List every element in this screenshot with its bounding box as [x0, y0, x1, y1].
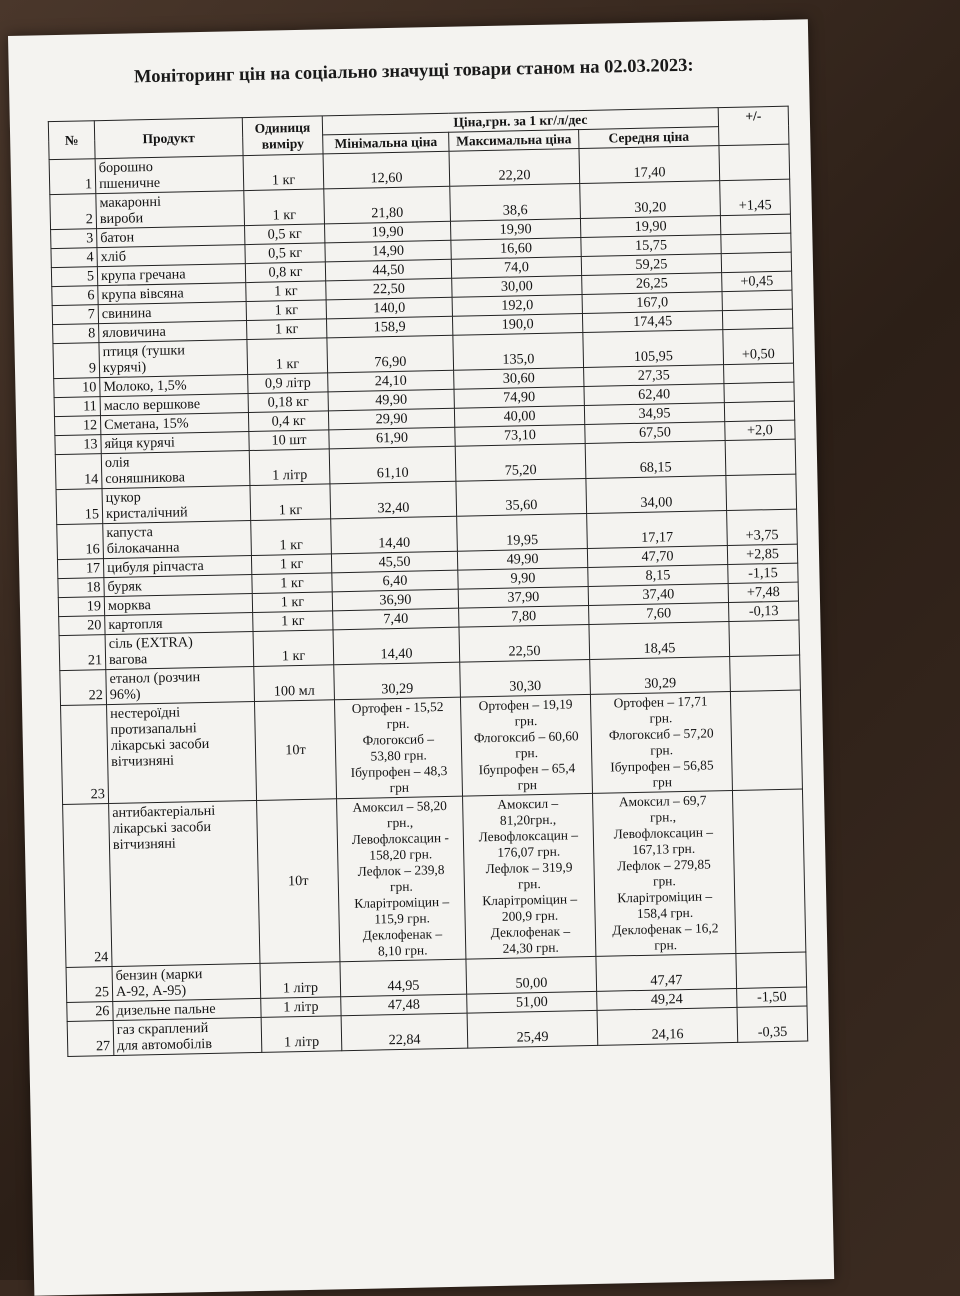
row-diff — [724, 363, 794, 383]
row-max-price: 73,10 — [455, 425, 585, 447]
row-avg-price: 26,25 — [582, 273, 722, 295]
row-unit: 1 кг — [247, 338, 328, 375]
row-diff — [724, 401, 794, 421]
row-min-price: 7,40 — [333, 608, 459, 630]
row-diff — [729, 620, 800, 656]
row-product: борошно пшеничне — [95, 156, 244, 194]
row-avg-price: 30,20 — [580, 181, 721, 219]
row-min-price: 44,95 — [340, 959, 467, 997]
row-avg-price: 19,90 — [580, 216, 720, 238]
row-max-price: 22,50 — [459, 624, 590, 662]
row-avg-price: 67,50 — [585, 422, 725, 444]
header-product: Продукт — [94, 118, 243, 159]
row-unit: 10 шт — [249, 430, 329, 451]
row-diff — [722, 309, 792, 329]
row-unit: 1 кг — [253, 630, 334, 667]
row-min-price: 21,80 — [324, 186, 451, 224]
row-min-price: 14,40 — [331, 516, 458, 554]
row-max-price: 49,90 — [457, 548, 587, 570]
row-product: Молоко, 1,5% — [100, 375, 248, 397]
row-number: 16 — [57, 524, 104, 560]
row-unit: 1 кг — [251, 554, 331, 575]
row-diff — [720, 214, 790, 234]
row-diff: +2,0 — [725, 420, 795, 440]
table-body — [49, 144, 808, 1056]
row-max-price: 19,90 — [450, 219, 580, 241]
row-min-price: 14,90 — [325, 240, 451, 262]
row-product: цибуля ріпчаста — [103, 556, 251, 578]
row-min-price: 22,84 — [341, 1013, 468, 1051]
row-min-price: 44,50 — [325, 259, 451, 281]
row-avg-price: 47,70 — [587, 546, 727, 568]
header-min: Мінімальна ціна — [323, 132, 449, 154]
row-product: картопля — [105, 613, 253, 635]
row-min-price: 22,50 — [326, 278, 452, 300]
row-diff — [721, 252, 791, 272]
row-min-price: 30,29 — [334, 662, 461, 700]
row-max-price: 74,0 — [451, 257, 581, 279]
row-min-price: Ортофен - 15,52 грн. Флогоксиб – 53,80 грн. Ібупрофен – 48,3 грн — [334, 697, 462, 799]
header-num: № — [48, 121, 95, 160]
row-number: 22 — [60, 670, 107, 706]
row-diff — [719, 144, 790, 180]
row-max-price: 30,30 — [460, 659, 591, 697]
row-unit: 1 кг — [243, 154, 324, 191]
row-avg-price: 105,95 — [583, 330, 724, 368]
row-max-price: 35,60 — [456, 478, 587, 516]
row-number: 2 — [50, 194, 97, 230]
row-avg-price: 59,25 — [581, 254, 721, 276]
row-product: яловичина — [99, 321, 247, 343]
row-unit: 0,8 кг — [245, 262, 325, 283]
row-min-price: Амоксил – 58,20 грн., Левофлоксацин - 158,20 грн. Лефлок – 239,8 грн. Кларітроміцин – 115,9 грн. Деклофенак – 8,10 грн. — [337, 796, 466, 962]
row-unit: 1 кг — [244, 189, 325, 226]
row-product: хліб — [97, 245, 245, 267]
row-product: олія соняшникова — [101, 451, 250, 489]
row-avg-price: 62,40 — [584, 384, 724, 406]
row-number: 7 — [52, 305, 98, 325]
row-diff: -0,13 — [729, 601, 799, 621]
row-diff — [730, 655, 801, 691]
row-number: 9 — [53, 343, 100, 379]
row-product: свинина — [98, 302, 246, 324]
row-unit: 1 літр — [260, 962, 341, 999]
header-max: Максимальна ціна — [449, 130, 579, 152]
row-product: крупа гречана — [97, 264, 245, 286]
row-product: крупа вівсяна — [98, 283, 246, 305]
row-max-price: 74,90 — [454, 387, 584, 409]
row-unit: 0,5 кг — [245, 224, 325, 245]
row-unit: 1 кг — [252, 592, 332, 613]
row-number: 26 — [67, 1002, 113, 1022]
row-min-price: 45,50 — [331, 551, 457, 573]
row-unit: 100 мл — [254, 665, 335, 702]
row-diff — [721, 233, 791, 253]
row-max-price: 75,20 — [455, 444, 586, 482]
row-number: 27 — [67, 1021, 114, 1057]
row-unit: 1 кг — [246, 281, 326, 302]
row-avg-price: 17,17 — [587, 511, 728, 549]
header-avg: Середня ціна — [579, 127, 719, 149]
row-min-price: 24,10 — [328, 370, 454, 392]
row-min-price: 12,60 — [323, 151, 450, 189]
row-diff — [725, 439, 796, 475]
row-avg-price: 34,00 — [586, 476, 727, 514]
row-avg-price: 18,45 — [589, 622, 730, 660]
row-number: 13 — [55, 435, 101, 455]
row-diff: +2,85 — [727, 544, 797, 564]
row-min-price: 76,90 — [327, 335, 454, 373]
row-number: 18 — [58, 578, 104, 598]
row-product: морква — [104, 594, 252, 616]
row-avg-price: 27,35 — [584, 365, 724, 387]
page-title: Моніторинг цін на соціально значущі товари станом на 02.03.2023: — [133, 55, 694, 88]
row-avg-price: 15,75 — [581, 235, 721, 257]
row-unit: 10т — [257, 799, 340, 964]
row-avg-price: 17,40 — [579, 146, 720, 184]
header-price-group: Ціна,грн. за 1 кг/л/дес — [322, 108, 718, 135]
row-min-price: 49,90 — [328, 389, 454, 411]
row-diff: -1,50 — [737, 987, 807, 1007]
row-diff — [730, 690, 802, 790]
row-max-price: 30,00 — [452, 276, 582, 298]
row-max-price: 40,00 — [454, 406, 584, 428]
row-max-price: 190,0 — [452, 314, 582, 336]
row-product: бензин (марки А-92, А-95) — [112, 963, 261, 1001]
row-max-price: 9,90 — [458, 567, 588, 589]
row-avg-price: 47,47 — [596, 953, 737, 991]
row-avg-price: 167,0 — [582, 292, 722, 314]
row-diff — [724, 382, 794, 402]
row-number: 5 — [51, 267, 97, 287]
row-diff: +0,45 — [722, 271, 792, 291]
row-max-price: 51,00 — [467, 991, 597, 1013]
row-unit: 1 кг — [247, 319, 327, 340]
row-diff: +0,50 — [723, 328, 794, 364]
row-unit: 0,5 кг — [245, 243, 325, 264]
row-max-price: 192,0 — [452, 295, 582, 317]
row-max-price: 16,60 — [451, 238, 581, 260]
table-row — [63, 789, 806, 967]
row-min-price: 29,90 — [328, 408, 454, 430]
row-min-price: 36,90 — [332, 589, 458, 611]
row-max-price: 7,80 — [459, 605, 589, 627]
row-product: етанол (розчин 96%) — [106, 666, 255, 704]
row-diff: +7,48 — [728, 582, 798, 602]
header-unit: Одиниця виміру — [242, 116, 323, 156]
row-number: 1 — [49, 159, 96, 195]
row-avg-price: 30,29 — [590, 657, 731, 695]
document-page — [8, 19, 834, 1295]
row-product: макаронні вироби — [96, 191, 245, 229]
row-avg-price: 7,60 — [589, 603, 729, 625]
row-avg-price: 24,16 — [597, 1007, 738, 1045]
row-max-price: Ортофен – 19,19 грн. Флогоксиб – 60,60 грн. Ібупрофен – 65,4 грн — [460, 694, 592, 796]
row-max-price: 19,95 — [457, 513, 588, 551]
row-unit: 1 кг — [251, 519, 332, 556]
row-unit: 10т — [254, 700, 336, 801]
row-unit: 1 літр — [261, 997, 341, 1018]
row-number: 6 — [52, 286, 98, 306]
row-product: антибактеріальні лікарські засоби вітчизняні — [109, 800, 260, 966]
row-number: 21 — [59, 635, 106, 671]
row-product: масло вершкове — [100, 394, 248, 416]
row-product: Сметана, 15% — [100, 413, 248, 435]
row-avg-price: Амоксил – 69,7 грн., Левофлоксацин – 167,13 грн. Лефлок – 279,85 грн. Кларітроміцин – 158,4 грн. Деклофенак – 16,2 грн. — [592, 790, 735, 956]
row-avg-price: 68,15 — [585, 441, 726, 479]
row-min-price: 158,9 — [326, 316, 452, 338]
row-min-price: 140,0 — [326, 297, 452, 319]
row-number: 23 — [61, 705, 109, 805]
row-min-price: 14,40 — [333, 627, 460, 665]
row-avg-price: 8,15 — [588, 565, 728, 587]
row-unit: 0,9 літр — [248, 373, 328, 394]
row-number: 24 — [63, 804, 112, 968]
row-avg-price: Ортофен – 17,71 грн. Флогоксиб – 57,20 грн. Ібупрофен – 56,85 грн — [590, 692, 732, 794]
row-max-price: 38,6 — [450, 184, 581, 222]
row-product: капуста білокачанна — [103, 521, 252, 559]
price-table — [48, 106, 808, 1057]
row-number: 3 — [51, 229, 97, 249]
row-number: 4 — [51, 248, 97, 268]
row-product: газ скраплений для автомобілів — [113, 1017, 262, 1055]
row-unit: 1 кг — [252, 573, 332, 594]
row-number: 11 — [54, 397, 100, 417]
row-number: 20 — [59, 616, 105, 636]
row-unit: 1 літр — [249, 449, 330, 486]
row-min-price: 6,40 — [332, 570, 458, 592]
row-avg-price: 49,24 — [597, 988, 737, 1010]
row-max-price: 37,90 — [458, 586, 588, 608]
row-diff — [726, 474, 797, 510]
row-max-price: 135,0 — [453, 333, 584, 371]
row-min-price: 19,90 — [325, 221, 451, 243]
row-min-price: 32,40 — [330, 481, 457, 519]
row-number: 15 — [56, 489, 103, 525]
row-unit: 0,4 кг — [248, 411, 328, 432]
row-number: 19 — [58, 597, 104, 617]
row-avg-price: 174,45 — [582, 311, 722, 333]
row-diff: -0,35 — [737, 1006, 808, 1042]
row-number: 12 — [54, 416, 100, 436]
row-product: буряк — [104, 575, 252, 597]
header-diff: +/- — [718, 106, 789, 145]
row-product: птиця (тушки курячі) — [99, 340, 248, 378]
row-min-price: 47,48 — [341, 994, 467, 1016]
row-max-price: 50,00 — [466, 956, 597, 994]
row-product: нестероїдні протизапальні лікарські засоби вітчизняні — [107, 701, 257, 803]
row-number: 25 — [66, 967, 113, 1003]
row-avg-price: 37,40 — [588, 584, 728, 606]
row-unit: 1 кг — [246, 300, 326, 321]
row-product: батон — [97, 226, 245, 248]
row-diff — [722, 290, 792, 310]
row-max-price: 25,49 — [467, 1010, 598, 1048]
row-number: 17 — [57, 559, 103, 579]
row-unit: 1 кг — [253, 611, 333, 632]
row-max-price: 30,60 — [454, 368, 584, 390]
row-diff: +1,45 — [720, 179, 791, 215]
row-product: дизельне пальне — [113, 998, 261, 1020]
row-max-price: 22,20 — [449, 149, 580, 187]
table-row — [61, 690, 803, 804]
row-diff: -1,15 — [728, 563, 798, 583]
row-number: 10 — [54, 378, 100, 398]
row-diff — [736, 952, 807, 988]
row-unit: 1 літр — [261, 1016, 342, 1053]
row-unit: 1 кг — [250, 484, 331, 521]
row-diff — [732, 789, 805, 953]
row-diff: +3,75 — [727, 509, 798, 545]
row-avg-price: 34,95 — [584, 403, 724, 425]
row-product: цукор кристалічний — [102, 486, 251, 524]
row-product: яйця курячі — [101, 432, 249, 454]
row-number: 8 — [53, 324, 99, 344]
row-min-price: 61,90 — [329, 427, 455, 449]
row-max-price: Амоксил – 81,20грн., Левофлоксацин – 176,07 грн. Лефлок – 319,9 грн. Кларітроміцин – 200,9 грн. Деклофенак – 24,30 грн. — [463, 793, 596, 959]
row-unit: 0,18 кг — [248, 392, 328, 413]
row-product: сіль (EXTRA) вагова — [105, 631, 254, 669]
row-min-price: 61,10 — [329, 446, 456, 484]
row-number: 14 — [55, 454, 102, 490]
